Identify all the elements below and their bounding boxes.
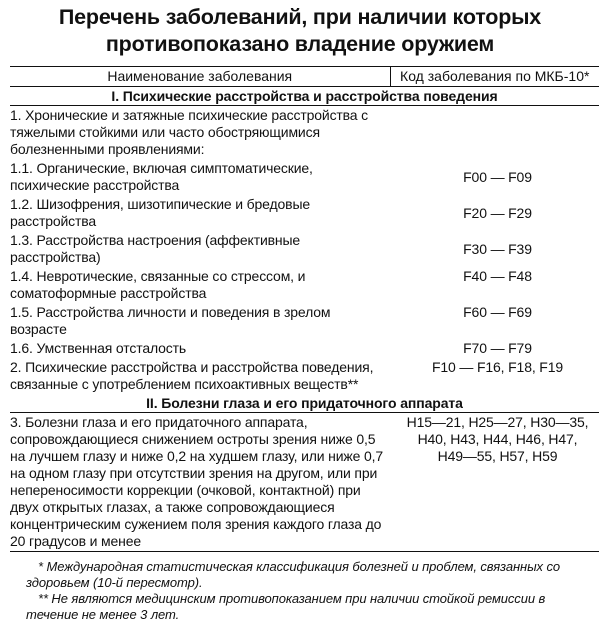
table-row <box>10 413 599 552</box>
disease-name: 1.4. Невротические, связанные со стрессом, и соматоформные расстройства <box>10 268 306 301</box>
footnotes <box>26 559 590 623</box>
disease-name: 1.6. Умственная отсталость <box>10 340 187 356</box>
disease-code: F70 — F79 <box>463 340 532 356</box>
section-heading: I. Психические расстройства и расстройства поведения <box>10 87 599 106</box>
disease-name: 1.1. Органические, включая симптоматические, психические расстройства <box>10 160 313 193</box>
table-row <box>10 303 599 339</box>
table-row <box>10 195 599 231</box>
document-page <box>0 4 600 622</box>
disease-code: F00 — F09 <box>463 168 532 185</box>
disease-table <box>10 66 599 552</box>
disease-code: F30 — F39 <box>463 240 532 257</box>
table-row <box>10 339 599 358</box>
disease-code: F40 — F48 <box>463 268 532 284</box>
table-header-row <box>10 67 599 87</box>
footnote: * Международная статистическая классификация болезней и проблем, связанных со здоровьем (10-й пересмотр). <box>26 559 560 590</box>
disease-code: F20 — F29 <box>463 204 532 221</box>
table-row <box>10 106 599 160</box>
disease-code: F60 — F69 <box>463 304 532 320</box>
section-heading-row <box>10 394 599 413</box>
disease-name: 1.3. Расстройства настроения (аффективные расстройства) <box>10 232 301 265</box>
table-row <box>10 231 599 267</box>
disease-name: 3. Болезни глаза и его придаточного аппарата, сопровождающиеся снижением остроты зрения ниже 0,5 на лучшем глазу и ниже 0,2 на худшем глазу, или ниже 0,7 на одном глазу при отсутствии зрения на другом, или при непереносимости коррекции (очковой, контактной) при двух открытых глазах, а также сопровождающиеся концентрическим сужением поля зрения каждого глаза до 20 градусов и менее <box>10 413 390 552</box>
disease-name: 2. Психические расстройства и расстройства поведения, связанные с употреблением психоактивных веществ** <box>10 359 374 392</box>
table-row <box>10 358 599 394</box>
disease-name: 1.2. Шизофрения, шизотипические и бредовые расстройства <box>10 196 311 229</box>
footnote: ** Не являются медицинским противопоказанием при наличии стойкой ремиссии в течение не менее 3 лет. <box>26 591 546 622</box>
disease-code: F10 — F16, F18, F19 <box>432 359 563 375</box>
section-heading-row <box>10 87 599 106</box>
table-row <box>10 267 599 303</box>
disease-code <box>390 106 599 160</box>
table-row <box>10 159 599 195</box>
column-header-name: Наименование заболевания <box>10 67 390 87</box>
disease-name: 1.5. Расстройства личности и поведения в зрелом возрасте <box>10 304 331 337</box>
disease-code: H15—21, H25—27, H30—35, H40, H43, H44, H46, H47, H49—55, H57, H59 <box>390 413 599 552</box>
section-heading: II. Болезни глаза и его придаточного аппарата <box>10 394 599 413</box>
disease-name: 1. Хронические и затяжные психические расстройства с тяжелыми стойкими или часто обостряющимися болезненными проявлениями: <box>10 107 369 157</box>
document-title: Перечень заболеваний, при наличии которых противопоказано владение оружием <box>58 5 542 56</box>
column-header-code: Код заболевания по МКБ-10* <box>390 67 599 87</box>
